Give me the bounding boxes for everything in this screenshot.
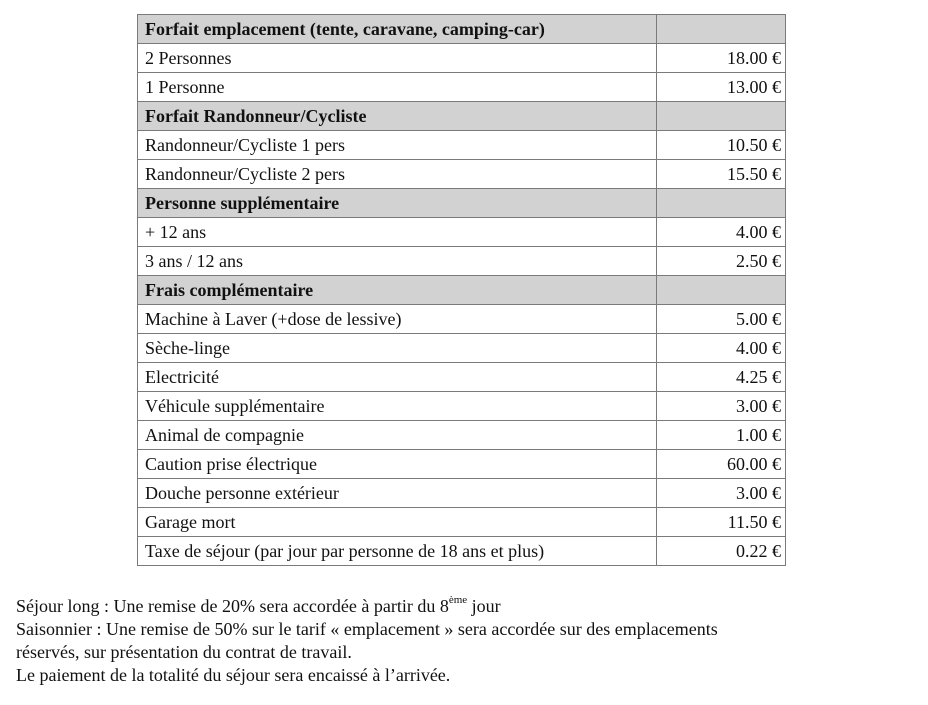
item-price: 18.00 €: [657, 44, 786, 73]
table-row: [138, 334, 786, 363]
item-price: 13.00 €: [657, 73, 786, 102]
table-row: [138, 363, 786, 392]
item-label: Garage mort: [138, 508, 657, 537]
section-header-empty-cell: [657, 276, 786, 305]
item-price: 0.22 €: [657, 537, 786, 566]
item-price: 2.50 €: [657, 247, 786, 276]
item-price: 60.00 €: [657, 450, 786, 479]
item-label: 2 Personnes: [138, 44, 657, 73]
item-label: Randonneur/Cycliste 2 pers: [138, 160, 657, 189]
item-label: + 12 ans: [138, 218, 657, 247]
table-row: [138, 508, 786, 537]
item-price: 4.25 €: [657, 363, 786, 392]
table-row: [138, 73, 786, 102]
section-title: Forfait emplacement (tente, caravane, camping-car): [138, 15, 657, 44]
item-price: 11.50 €: [657, 508, 786, 537]
item-price: 3.00 €: [657, 392, 786, 421]
notes-block: [16, 595, 906, 687]
table-row: [138, 218, 786, 247]
section-header-row: [138, 15, 786, 44]
item-label: 3 ans / 12 ans: [138, 247, 657, 276]
item-label: Caution prise électrique: [138, 450, 657, 479]
section-header-empty-cell: [657, 189, 786, 218]
note-seasonal-line1: Saisonnier : Une remise de 50% sur le tarif « emplacement » sera accordée sur des emplacements: [16, 619, 718, 639]
item-price: 5.00 €: [657, 305, 786, 334]
section-header-empty-cell: [657, 102, 786, 131]
note-long-stay: [16, 595, 906, 618]
item-label: Taxe de séjour (par jour par personne de 18 ans et plus): [138, 537, 657, 566]
table-row: [138, 421, 786, 450]
note-long-stay-superscript: ème: [448, 594, 468, 606]
item-label: Sèche-linge: [138, 334, 657, 363]
item-price: 15.50 €: [657, 160, 786, 189]
section-title: Personne supplémentaire: [138, 189, 657, 218]
price-table: [137, 14, 786, 566]
section-title: Frais complémentaire: [138, 276, 657, 305]
item-label: Animal de compagnie: [138, 421, 657, 450]
table-row: [138, 537, 786, 566]
item-label: Véhicule supplémentaire: [138, 392, 657, 421]
price-table-body: [138, 15, 786, 566]
note-payment: Le paiement de la totalité du séjour sera encaissé à l’arrivée.: [16, 665, 451, 685]
item-label: Douche personne extérieur: [138, 479, 657, 508]
item-label: Machine à Laver (+dose de lessive): [138, 305, 657, 334]
item-label: 1 Personne: [138, 73, 657, 102]
table-row: [138, 305, 786, 334]
note-seasonal-line2: réservés, sur présentation du contrat de travail.: [16, 642, 352, 662]
section-title: Forfait Randonneur/Cycliste: [138, 102, 657, 131]
item-price: 3.00 €: [657, 479, 786, 508]
table-row: [138, 44, 786, 73]
item-price: 1.00 €: [657, 421, 786, 450]
table-row: [138, 450, 786, 479]
item-label: Randonneur/Cycliste 1 pers: [138, 131, 657, 160]
item-price: 10.50 €: [657, 131, 786, 160]
section-header-row: [138, 276, 786, 305]
table-row: [138, 131, 786, 160]
item-label: Electricité: [138, 363, 657, 392]
table-row: [138, 392, 786, 421]
table-row: [138, 479, 786, 508]
section-header-row: [138, 189, 786, 218]
note-long-stay-suffix: jour: [467, 596, 501, 616]
note-long-stay-text: Séjour long : Une remise de 20% sera accordée à partir du 8: [16, 596, 449, 616]
section-header-empty-cell: [657, 15, 786, 44]
table-row: [138, 247, 786, 276]
item-price: 4.00 €: [657, 334, 786, 363]
item-price: 4.00 €: [657, 218, 786, 247]
table-row: [138, 160, 786, 189]
section-header-row: [138, 102, 786, 131]
